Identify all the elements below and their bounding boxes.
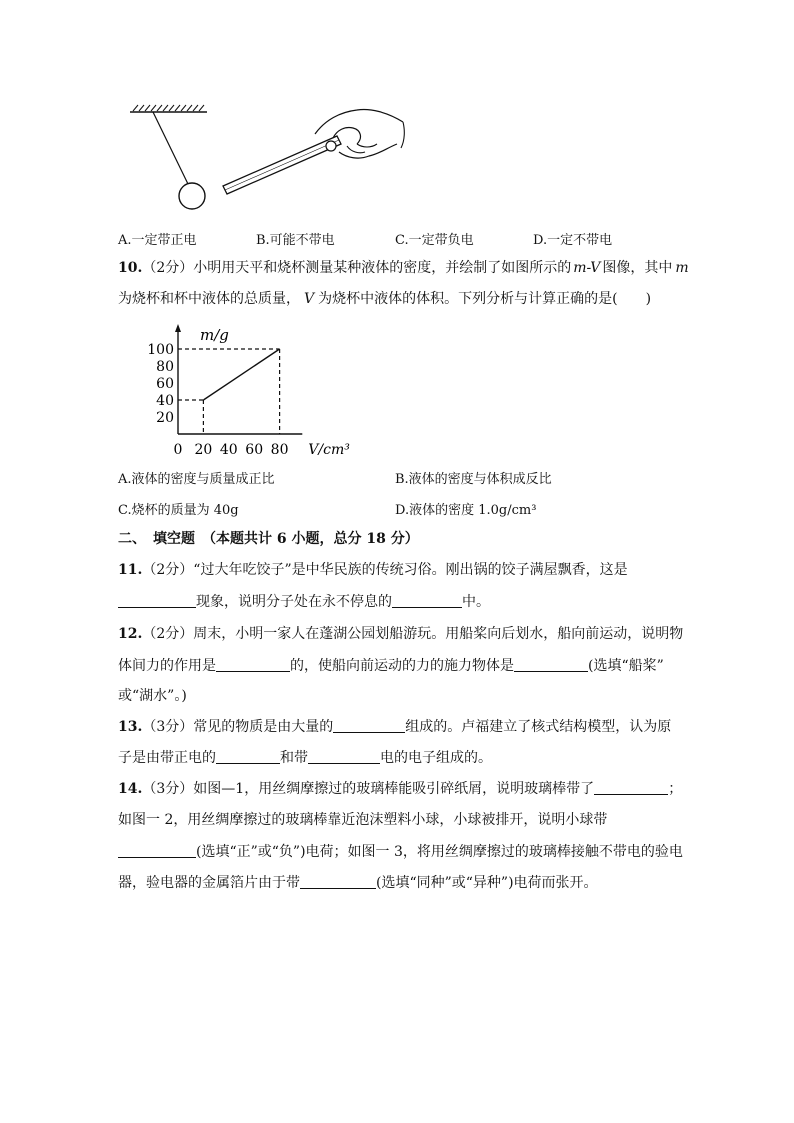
- q14-blank-1[interactable]: [594, 780, 668, 795]
- y-axis-arrow: [175, 324, 181, 332]
- q11-text2: 现象，说明分子处在永不停息的: [196, 594, 392, 610]
- q13-line2: [118, 748, 492, 768]
- y-tick-label: 80: [156, 359, 174, 375]
- y-axis-label: m/g: [200, 326, 229, 344]
- q10-option-c[interactable]: C.烧杯的质量为 40g: [118, 503, 239, 518]
- q10-text-2b: 为烧杯中液体的体积。下列分析与计算正确的是( ): [318, 291, 652, 307]
- q13-text1a: 常见的物质是由大量的: [193, 719, 334, 735]
- q13-number: 13.: [118, 719, 143, 735]
- q10-option-d[interactable]: D.液体的密度 1.0g/cm³: [395, 503, 537, 518]
- q13-text2b: 和带: [280, 750, 308, 766]
- x-tick-label: 80: [270, 442, 289, 458]
- q10-mv: m-V: [573, 260, 601, 276]
- q9-option-a[interactable]: A.一定带正电: [118, 233, 197, 248]
- q12-line1: [118, 624, 683, 644]
- x-tick-label: 40: [219, 442, 238, 458]
- q13-text2a: 子是由带正电的: [118, 750, 216, 766]
- y-tick-label: 20: [156, 410, 174, 426]
- q14-line4: [118, 873, 598, 893]
- q10-score: （2分）: [142, 260, 194, 276]
- series-line: [203, 349, 279, 400]
- q12-text2b: 的，使船向前运动的力的施力物体是: [290, 658, 514, 674]
- q10-v: V: [304, 291, 315, 307]
- q13-blank-1[interactable]: [333, 718, 405, 733]
- q9-option-d[interactable]: D.一定不带电: [533, 233, 613, 248]
- q12-number: 12.: [118, 626, 143, 642]
- section-2-title: 二、 填空题 （本题共计 6 小题，总分 18 分）: [118, 531, 419, 547]
- x-tick-label: 20: [194, 442, 213, 458]
- q11-text1: “过大年吃饺子”是中华民族的传统习俗。刚出锅的饺子满屋飘香，这是: [193, 562, 628, 578]
- y-tick-label: 40: [156, 393, 174, 409]
- q14-blank-3[interactable]: [300, 874, 376, 889]
- q10-option-a[interactable]: A.液体的密度与质量成正比: [118, 472, 275, 487]
- y-tick-label: 100: [147, 342, 174, 358]
- q12-line2: [118, 656, 664, 676]
- q10-text-b: 图像，其中: [602, 260, 673, 276]
- q11-number: 11.: [118, 562, 143, 578]
- q12-text2c: (选填“船桨”: [588, 658, 664, 674]
- q13-blank-2[interactable]: [216, 749, 280, 764]
- q10-text: 小明用天平和烧杯测量某种液体的密度，并绘制了如图所示的: [193, 260, 572, 276]
- x-tick-label: 0: [173, 442, 183, 458]
- q9-option-c[interactable]: C.一定带负电: [395, 233, 474, 248]
- q14-text4b: (选填“同种”或“异种”)电荷而张开。: [376, 875, 598, 891]
- x-axis-label: V/cm³: [308, 442, 350, 458]
- q14-blank-2[interactable]: [118, 843, 196, 858]
- q10-number: 10.: [118, 260, 143, 276]
- q12-blank-1[interactable]: [216, 657, 290, 672]
- q11-line1: [118, 560, 628, 580]
- q14-text4a: 器，验电器的金属箔片由于带: [118, 875, 300, 891]
- q11-line2: [118, 592, 490, 612]
- q10-option-b[interactable]: B.液体的密度与体积成反比: [395, 472, 552, 487]
- q12-text2a: 体间力的作用是: [118, 658, 216, 674]
- q13-blank-3[interactable]: [308, 749, 380, 764]
- q11-blank-1[interactable]: [118, 593, 196, 608]
- q12-text1: 周末，小明一家人在蓬湖公园划船游玩。用船桨向后划水，船向前运动，说明物: [193, 626, 684, 642]
- q14-line3: [118, 842, 683, 862]
- q12-line3: 或“湖水”。): [118, 688, 187, 704]
- q12-blank-2[interactable]: [514, 657, 588, 672]
- q13-text2c: 电的电子组成的。: [380, 750, 492, 766]
- q10-m: m: [675, 260, 689, 276]
- mv-chart: [140, 322, 360, 462]
- q12-score: （2分）: [142, 626, 194, 642]
- q10-text-2a: 为烧杯和杯中液体的总质量，: [118, 291, 300, 307]
- q14-text3a: (选填“正”或“负”)电荷；如图一 3，将用丝绸摩擦过的玻璃棒接触不带电的验电: [196, 844, 683, 860]
- q14-text1a: 如图—1，用丝绸摩擦过的玻璃棒能吸引碎纸屑，说明玻璃棒带了: [193, 781, 595, 797]
- q13-line1: [118, 717, 671, 737]
- y-tick-label: 60: [156, 376, 174, 392]
- q14-line1: [118, 779, 682, 799]
- q10-line2: [118, 289, 651, 309]
- x-tick-label: 60: [245, 442, 264, 458]
- q14-number: 14.: [118, 781, 143, 797]
- q14-score: （3分）: [142, 781, 194, 797]
- q11-blank-2[interactable]: [392, 593, 462, 608]
- q13-text1b: 组成的。卢福建立了核式结构模型，认为原: [405, 719, 672, 735]
- q14-text1b: ；: [668, 781, 683, 797]
- q14-line2: 如图一 2，用丝绸摩擦过的玻璃棒靠近泡沫塑料小球，小球被排开，说明小球带: [118, 812, 608, 828]
- q11-score: （2分）: [142, 562, 194, 578]
- q13-score: （3分）: [142, 719, 194, 735]
- q9-option-b[interactable]: B.可能不带电: [256, 233, 335, 248]
- pendulum-figure: [125, 100, 415, 210]
- q11-text3: 中。: [462, 594, 490, 610]
- q10-line1: [118, 258, 689, 278]
